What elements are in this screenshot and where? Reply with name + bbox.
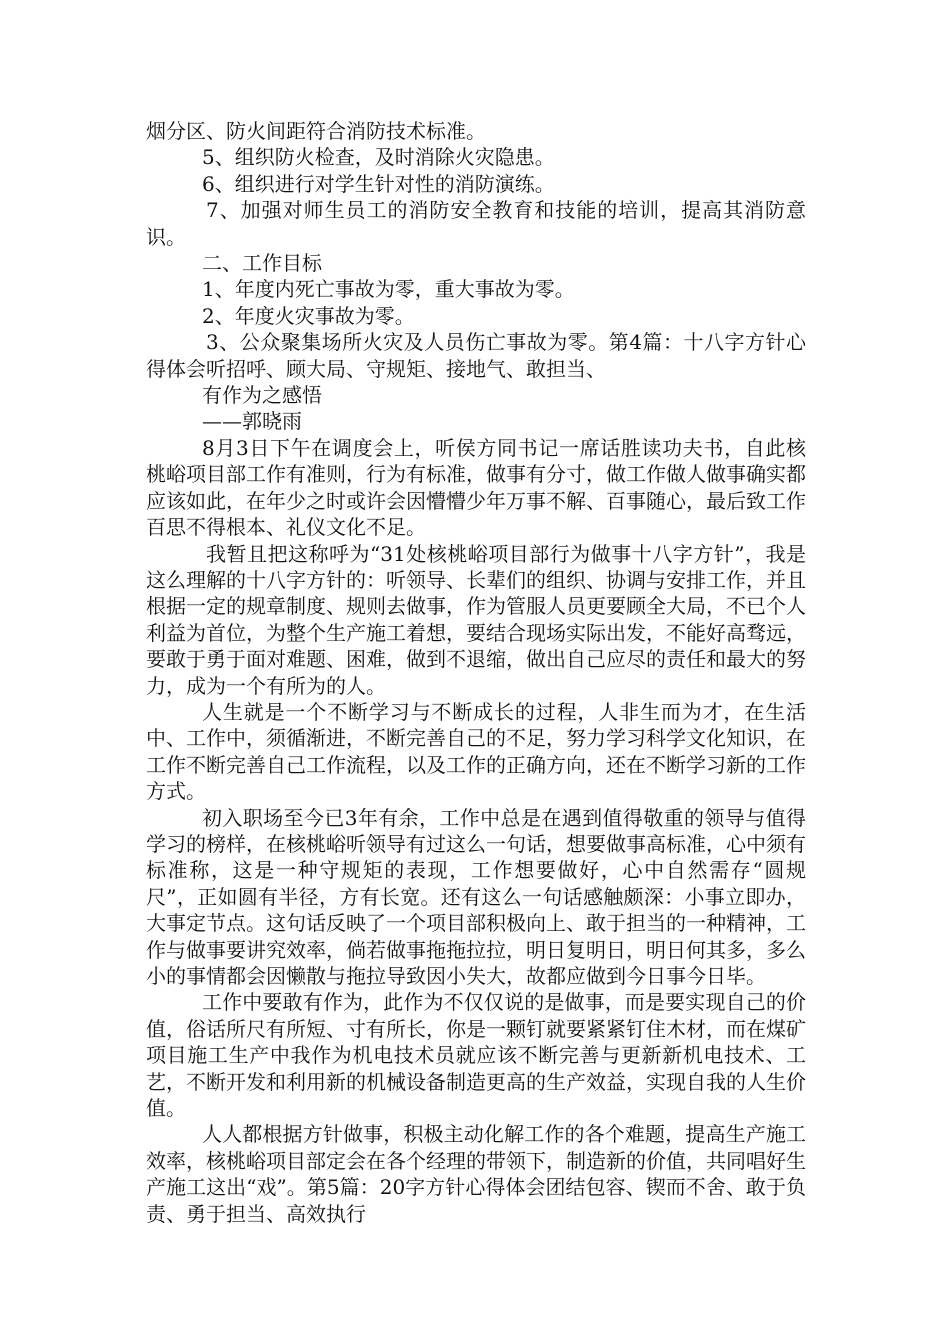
paragraph-fire-zones: 烟分区、防火间距符合消防技术标准。 xyxy=(146,119,486,143)
paragraph-meeting: 8月3日下午在调度会上，听侯方同书记一席话胜读功夫书，自此核桃峪项目部工作有准则，行为有标准，做事有分寸，做工作做人做事确实都应该如此，在年少之时或许会因懵懵少年万事不解、百事随心，最后致工作百思不得根本、礼仪文化不足。 xyxy=(146,435,806,540)
document-body xyxy=(146,118,806,1227)
paragraph-achievement: 工作中要敢有作为，此作为不仅仅说的是做事，而是要实现自己的价值，俗话所尺有所短、寸有所长，你是一颗钉就要紧紧钉住木材，而在煤矿项目施工生产中我作为机电技术员就应该不断完善与更新新机电技术、工艺，不断开发和利用新的机械设备制造更高的生产效益，实现自我的人生价值。 xyxy=(146,990,806,1121)
list-item-goal-1: 1、年度内死亡事故为零，重大事故为零。 xyxy=(202,277,575,302)
list-item-safety-education: 7、加强对师生员工的消防安全教育和技能的培训，提高其消防意识。 xyxy=(146,198,806,249)
article-subtitle: 有作为之感悟 xyxy=(202,383,322,408)
paragraph-conclusion: 人人都根据方针做事，积极主动化解工作的各个难题，提高生产施工效率，核桃峪项目部定会在各个经理的带领下，制造新的价值，共同唱好生产施工这出“戏”。第5篇：20字方针心得体会团结包容、锲而不舍、敢于负责、勇于担当、高效执行 xyxy=(146,1122,806,1226)
article-author: ——郭晓雨 xyxy=(202,409,302,434)
paragraph-career: 初入职场至今已3年有余，工作中总是在遇到值得敬重的领导与值得学习的榜样，在核桃峪听领导有过这么一句话，想要做事高标准，心中须有标准称，这是一种守规矩的表现，工作想要做好，心中自然需存“圆规尺”，正如圆有半径，方有长宽。还有这么一句话感触颇深：小事立即办，大事定节点。这句话反映了一个项目部积极向上、敢于担当的一种精神，工作与做事要讲究效率，倘若做事拖拖拉拉，明日复明日，明日何其多，多么小的事情都会因懒散与拖拉导致因小失大，故都应做到今日事今日毕。 xyxy=(146,805,806,988)
list-item-fire-drill: 6、组织进行对学生针对性的消防演练。 xyxy=(202,171,555,196)
paragraph-life-learning: 人生就是一个不断学习与不断成长的过程，人非生而为才，在生活中、工作中，须循渐进，不断完善自己的不足，努力学习科学文化知识，在工作不断完善自己工作流程，以及工作的正确方向，还在不断学习新的工作方式。 xyxy=(146,699,806,804)
paragraph-eighteen-char-policy: 我暂且把这称呼为“31处核桃峪项目部行为做事十八字方针”，我是这么理解的十八字方针的：听领导、长辈们的组织、协调与安排工作，并且根据一定的规章制度、规则去做事，作为管服人员更要顾全大局，不已个人利益为首位，为整个生产施工着想，要结合现场实际出发，不能好高骛远，要敢于勇于面对难题、困难，做到不退缩，做出自己应尽的责任和最大的努力，成为一个有所为的人。 xyxy=(146,541,806,698)
section-heading-work-goals: 二、工作目标 xyxy=(202,251,322,276)
list-item-fire-inspection: 5、组织防火检查，及时消除火灾隐患。 xyxy=(202,145,555,170)
list-item-goal-2: 2、年度火灾事故为零。 xyxy=(202,303,415,328)
list-item-goal-3: 3、公众聚集场所火灾及人员伤亡事故为零。第4篇：十八字方针心得体会听招呼、顾大局、守规矩、接地气、敢担当、 xyxy=(146,330,806,381)
